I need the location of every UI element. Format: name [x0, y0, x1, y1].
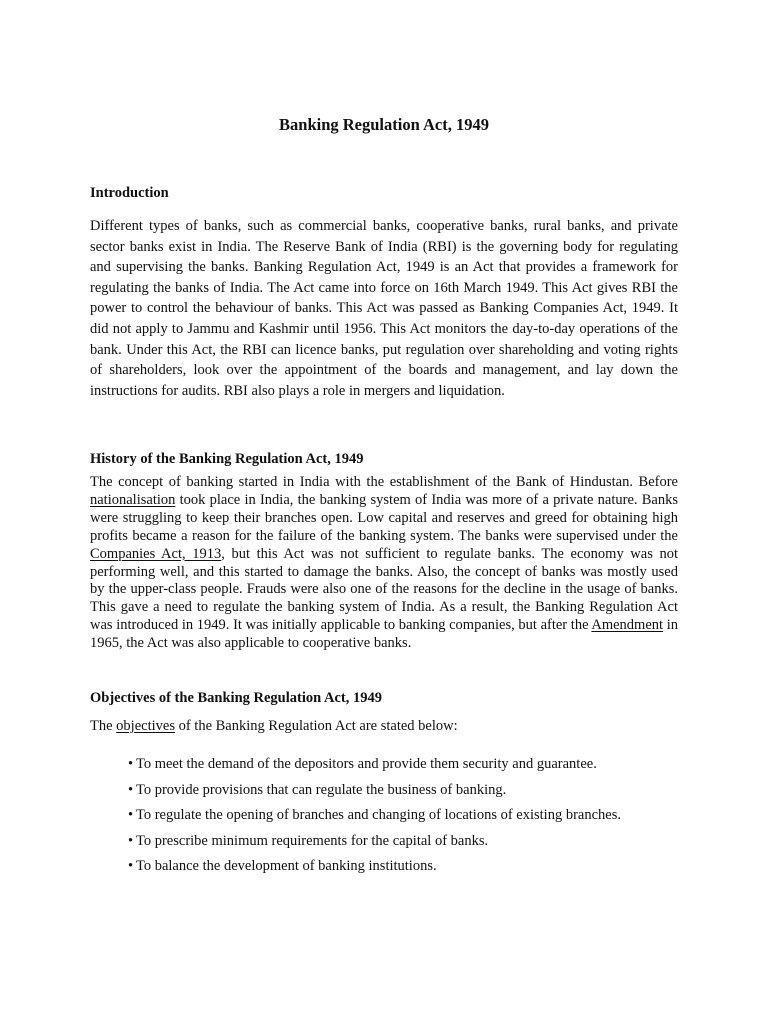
objectives-link[interactable]: objectives [116, 718, 175, 734]
introduction-paragraph: Different types of banks, such as commercial banks, cooperative banks, rural banks, and private sector banks exist in India. The Reserve Bank of India (RBI) is the governing body for regulating and supervising the banks. Banking Regulation Act, 1949 is an Act that provides a framework for regulating the banks of India. The Act came into force on 16th March 1949. This Act gives RBI the power to control the behaviour of banks. This Act was passed as Banking Companies Act, 1949. It did not apply to Jammu and Kashmir until 1956. This Act monitors the day-to-day operations of the bank. Under this Act, the RBI can licence banks, put regulation over shareholding and voting rights of shareholders, look over the appointment of the boards and management, and lay down the instructions for audits. RBI also plays a role in mergers and liquidation. [90, 218, 678, 399]
list-item [128, 780, 621, 806]
list-item-text: To provide provisions that can regulate the business of banking. [136, 781, 507, 798]
bullet-icon: • [128, 756, 134, 772]
nationalisation-link[interactable]: nationalisation [90, 491, 176, 508]
history-text-4: in 1965, the Act was also applicable to cooperative banks. [90, 617, 678, 652]
list-item-text: To meet the demand of the depositors and provide them security and guarantee. [136, 756, 597, 772]
history-text-1: The concept of banking started in India with the establishment of the Bank of Hindustan. Before [90, 474, 678, 490]
bullet-icon: • [128, 807, 134, 824]
history-text-2: took place in India, the banking system of India was more of a private nature. Banks were struggling to keep their branches open. Low capital and reserves and greed for obtaining high profits became a reason for the failure of the banking system. The banks were supervised under the [90, 491, 678, 544]
history-text-3: , but this Act was not sufficient to regulate banks. The economy was not performing well, and this started to damage the banks. Also, the concept of banks was mostly used by the upper-class people. Frauds were also one of the reasons for the decline in the usage of banks. This gave a need to regulate the banking system of India. As a result, the Banking Regulation Act was introduced in 1949. It was initially applicable to banking companies, but after the [90, 545, 679, 634]
list-item-text: To balance the development of banking institutions. [136, 858, 437, 875]
objectives-lead [90, 716, 678, 736]
amendment-link[interactable]: Amendment [591, 617, 664, 634]
objectives-lead-post: of the Banking Regulation Act are stated below: [174, 718, 458, 734]
history-heading: History of the Banking Regulation Act, 1949 [90, 451, 364, 467]
objectives-list [128, 754, 621, 882]
list-item [128, 754, 621, 780]
list-item [128, 856, 621, 882]
bullet-icon: • [128, 832, 134, 849]
bullet-icon: • [128, 781, 134, 798]
list-item-text: To regulate the opening of branches and changing of locations of existing branches. [136, 807, 621, 824]
list-item [128, 805, 621, 831]
companies-act-link[interactable]: Companies Act, 1913 [90, 545, 222, 562]
list-item [128, 831, 621, 857]
objectives-lead-pre: The [90, 718, 117, 734]
objectives-heading: Objectives of the Banking Regulation Act, 1949 [90, 690, 383, 706]
introduction-heading: Introduction [90, 185, 169, 201]
list-item-text: To prescribe minimum requirements for the capital of banks. [136, 832, 489, 849]
history-paragraph [90, 474, 678, 653]
document-title: Banking Regulation Act, 1949 [279, 115, 489, 134]
bullet-icon: • [128, 858, 134, 875]
